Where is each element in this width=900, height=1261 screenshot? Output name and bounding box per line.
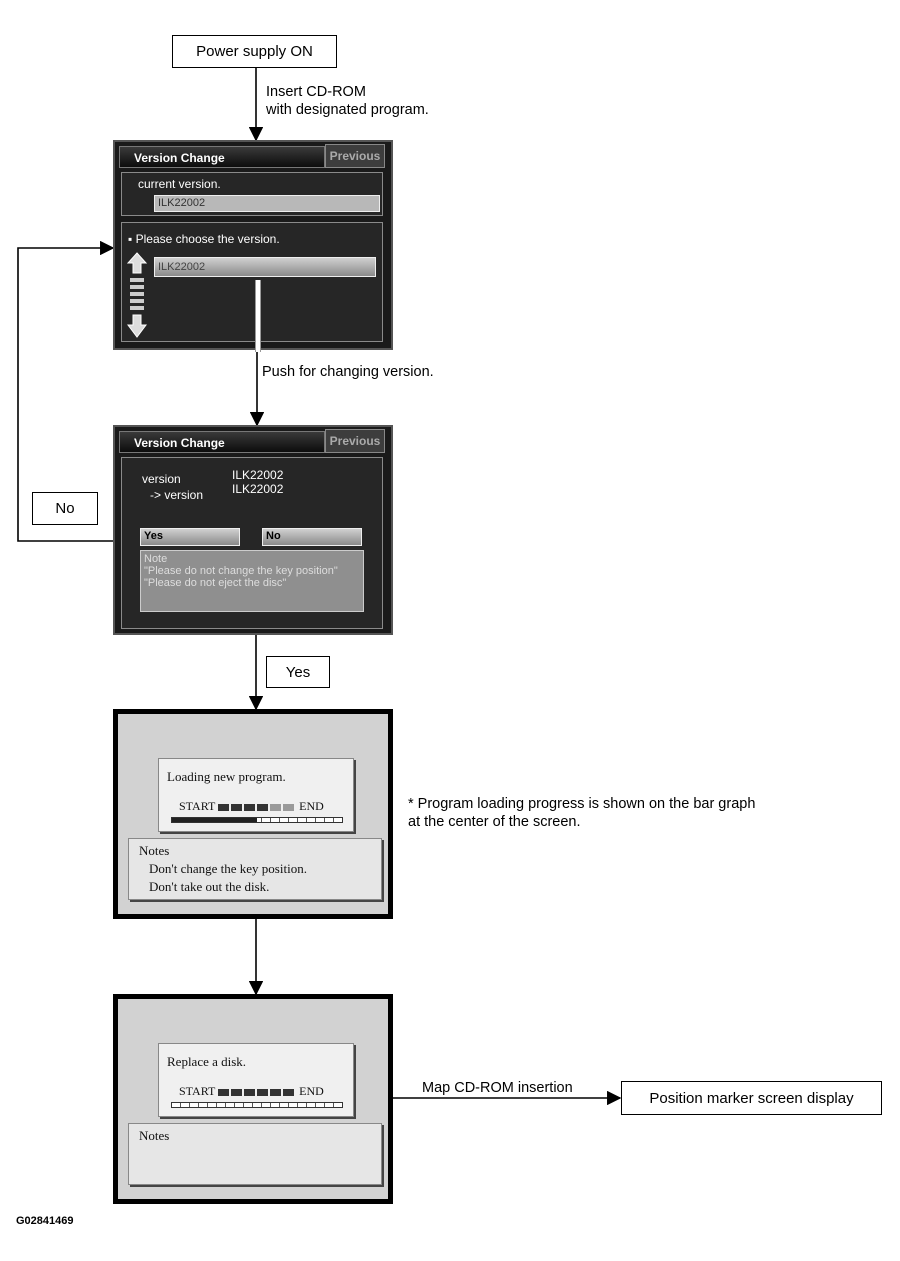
power-on-label: Power supply ON: [196, 43, 313, 60]
end-label: END: [299, 799, 324, 813]
scroll-up-arrow-icon[interactable]: [126, 251, 148, 341]
previous-button[interactable]: Previous: [325, 144, 385, 168]
progress-segment: [257, 804, 268, 811]
push-pointer: [255, 280, 261, 352]
figure-id: G02841469: [16, 1215, 74, 1227]
progress-segment: [218, 1089, 229, 1096]
start-label: START: [179, 799, 216, 813]
loading-progress-row: [179, 799, 324, 814]
version-choose-screen: [113, 140, 393, 350]
choose-version-label: ▪ Please choose the version.: [128, 232, 280, 246]
replace-disk-screen: [113, 994, 393, 1204]
current-version-field: ILK22002: [154, 195, 380, 212]
confirm-panel: [121, 457, 383, 629]
no-label-box: [32, 492, 98, 525]
map-caption: Map CD-ROM insertion: [422, 1080, 573, 1096]
progress-segment: [283, 804, 294, 811]
start-label: START: [179, 1084, 216, 1098]
yes-label: Yes: [285, 663, 311, 681]
loading-screen: [113, 709, 393, 919]
notes-title: Notes: [139, 1128, 170, 1143]
screen2-title: Version Change: [119, 431, 325, 453]
version-option[interactable]: ILK22002: [154, 257, 376, 277]
no-label: No: [55, 500, 75, 517]
progress-segment: [244, 1089, 255, 1096]
progress-bar-fill: [172, 818, 257, 822]
progress-segment: [270, 804, 281, 811]
scroll-bar[interactable]: [126, 251, 148, 341]
replace-notes: [128, 1123, 382, 1185]
end-label: END: [299, 1084, 324, 1098]
no-button[interactable]: No: [262, 528, 362, 546]
yes-label-box: [266, 656, 330, 688]
replace-progress-row: [179, 1084, 324, 1099]
loading-message: Loading new program.: [167, 769, 286, 784]
notes-title: Notes: [139, 843, 170, 858]
progress-segment: [231, 804, 242, 811]
progress-segment: [283, 1089, 294, 1096]
progress-bar: [171, 1102, 343, 1108]
progress-note: * Program loading progress is shown on the bar graph at the center of the screen.: [408, 796, 756, 830]
loading-notes: [128, 838, 382, 900]
progress-segment: [270, 1089, 281, 1096]
new-version-value: ILK22002: [232, 482, 284, 496]
version-list-panel: [121, 222, 383, 342]
insert-caption: Insert CD-ROM with designated program.: [266, 84, 429, 118]
replace-dialog: [158, 1043, 354, 1117]
progress-segments: [218, 1084, 296, 1098]
position-marker-box: [621, 1081, 882, 1115]
current-version-label: current version.: [138, 177, 221, 191]
version-value: ILK22002: [232, 468, 284, 482]
previous-button[interactable]: Previous: [325, 429, 385, 453]
replace-message: Replace a disk.: [167, 1054, 247, 1069]
progress-segment: [231, 1089, 242, 1096]
progress-bar: [171, 817, 343, 823]
push-caption: Push for changing version.: [262, 364, 434, 380]
progress-segment: [244, 804, 255, 811]
progress-segments: [218, 799, 296, 813]
note-line-1: Don't change the key position.: [149, 861, 307, 876]
version-confirm-screen: [113, 425, 393, 635]
progress-segment: [257, 1089, 268, 1096]
choose-version-text: Please choose the version.: [135, 232, 280, 246]
version-label: version: [142, 472, 181, 486]
new-version-label: -> version: [150, 488, 204, 502]
note-line-2: Don't take out the disk.: [149, 879, 270, 894]
loading-dialog: [158, 758, 354, 832]
progress-segment: [218, 804, 229, 811]
screen1-title: Version Change: [119, 146, 325, 168]
yes-button[interactable]: Yes: [140, 528, 240, 546]
power-on-box: [172, 35, 337, 68]
position-marker-label: Position marker screen display: [649, 1089, 854, 1107]
current-version-panel: [121, 172, 383, 216]
note-box: Note "Please do not change the key position" "Please do not eject the disc": [140, 550, 364, 612]
